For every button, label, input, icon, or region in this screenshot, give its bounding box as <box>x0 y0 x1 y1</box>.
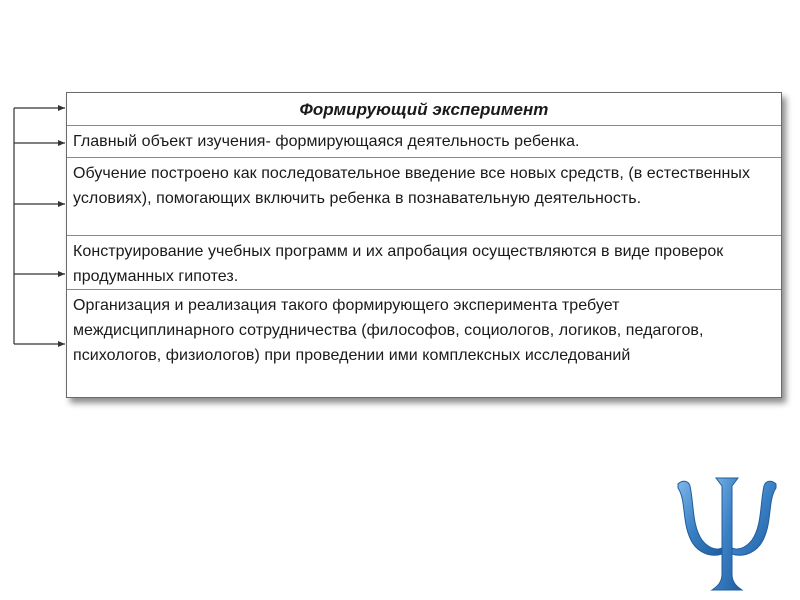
experiment-table <box>66 92 782 398</box>
table-row: Организация и реализация такого формирующего эксперимента требует междисциплинарного сотрудничества (философов, социологов, логиков, педагогов, психологов, физиологов) при проведении ими комплексных исследований <box>73 297 704 364</box>
psi-symbol-icon <box>672 474 782 594</box>
table-row: Конструирование учебных программ и их апробация осуществляются в виде проверок продуманных гипотез. <box>67 236 781 290</box>
table-row: Обучение построено как последовательное введение все новых средств, (в естественных условиях), помогающих включить ребенка в познавательную деятельность. <box>67 158 781 236</box>
table-row: Главный объект изучения- формирующаяся деятельность ребенка. <box>67 126 781 158</box>
table-title: Формирующий эксперимент <box>67 93 781 126</box>
